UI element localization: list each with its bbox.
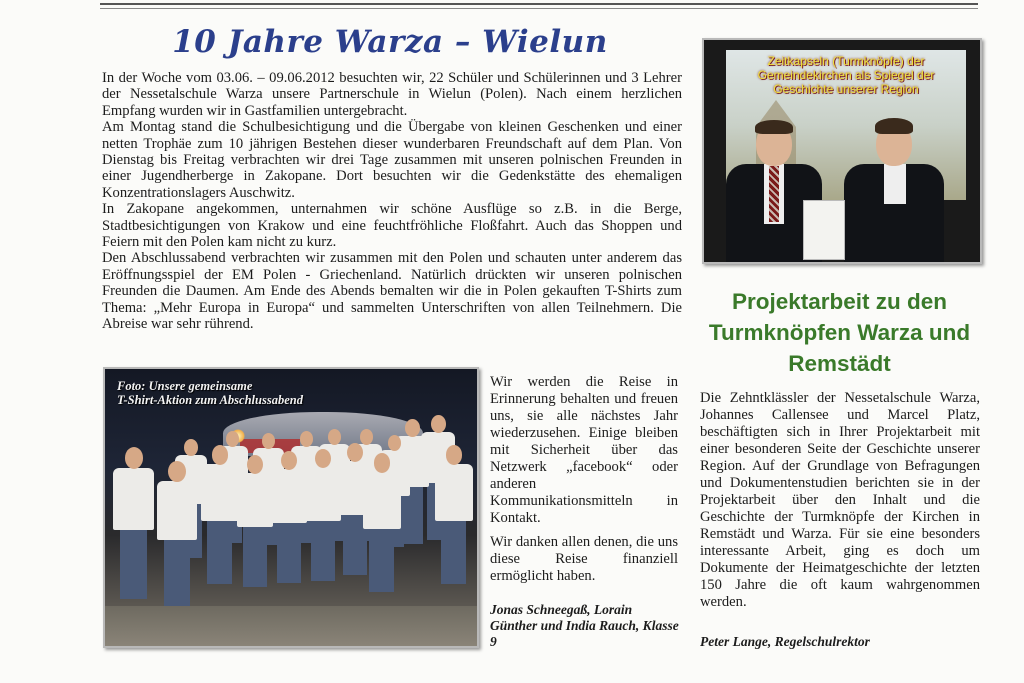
article-paragraph: Am Montag stand die Schulbesichtigung und die Übergabe von kleinen Geschenken und einer netten Trophäe zum 10 jährigen Bestehen dieser wunderbaren Freundschaft auf dem Plan. Von Dienstag bis Freitag verbrachten wir drei Tage zusammen mit unseren polnischen Freunden in einer Jugendherberge in Zakopane. Dort besuchten wir die Gedenkstätte des ehemaligen Konzentrationslagers Auschwitz. <box>102 119 682 201</box>
document-paper <box>803 200 845 260</box>
photo-caption-line: Foto: Unsere gemeinsame <box>117 379 253 393</box>
sidebar-author: Peter Lange, Regelschulrektor <box>700 634 870 649</box>
photo-caption-line: T-Shirt-Aktion zum Abschlussabend <box>117 393 303 407</box>
thanks-paragraph: Wir danken allen denen, die uns diese Reise finanziell ermöglicht haben. <box>490 534 678 584</box>
sidebar-text: Die Zehntklässler der Nessetalschule Warza, Johannes Callensee und Marcel Platz, beschäftigten sich in Ihrer Projektarbeit mit einer besonderen Seite der Geschichte unserer Region. Auf der Grundlage von Befragungen und Dokumentenstudien berichten sie in der Projektarbeit über den Inhalt und die Geschichte der Turmknöpfe der Kirchen in Remstädt und Warza. Für sie eine besonders interessante Arbeit, ging es doch um Dokumente der Heimatgeschichte der letzten 150 Jahre die oft kaum wahrgenommen werden. <box>700 390 980 610</box>
article-authors: Jonas Schneegaß, Lorain Günther und India Rauch, Klasse 9 <box>490 602 679 649</box>
article-paragraph: In Zakopane angekommen, unternahmen wir schöne Ausflüge so z.B. in die Berge, Stadtbesichtigungen von Krakow und eine feuchtfröhliche Floßfahrt. Auch das Shoppen und Feiern mit den Polen kam nicht zu kurz. <box>102 201 682 251</box>
presentation-photo <box>702 38 982 264</box>
closing-paragraph: Wir werden die Reise in Erinnerung behalten und freuen uns, sie alle nächstes Jahr wiederzusehen. Einige bleiben mit Sicherheit über das Netzwerk „facebook“ oder anderen Kommunikationsmitteln in Kontakt. <box>490 374 678 526</box>
photo-caption <box>117 379 303 407</box>
group-photo <box>103 367 479 648</box>
article-paragraph: Den Abschlussabend verbrachten wir zusammen mit den Polen und schauten unter anderem das Eröffnungsspiel der EM Polen - Griechenland. Natürlich drückten wir unseren polnischen Freunden die Daumen. Am Ende des Abends bemalten wir die in Polen gekauften T-Shirts zum Thema: „Mehr Europa in Europa“ und sammelten Unterschriften von allen Teilnehmern. Die Abreise war sehr rührend. <box>102 250 682 333</box>
article-paragraph: In der Woche vom 03.06. – 09.06.2012 besuchten wir, 22 Schüler und Schülerinnen und 3 Lehrer der Nessetalschule Warza unsere Partnerschule in Wielun (Polen). Nach einem herzlichen Empfang wurden wir in Gastfamilien untergebracht. <box>102 70 682 119</box>
sidebar-title: Projektarbeit zu den Turmknöpfen Warza und Remstädt <box>708 289 971 376</box>
top-rule <box>100 3 978 9</box>
screen-title: Zeitkapseln (Turmknöpfe) der Gemeindekirchen als Spiegel der Geschichte unserer Region <box>757 54 935 96</box>
article-body <box>102 70 682 333</box>
ground <box>105 606 477 646</box>
article-title: 10 Jahre Warza – Wielun <box>172 24 608 60</box>
